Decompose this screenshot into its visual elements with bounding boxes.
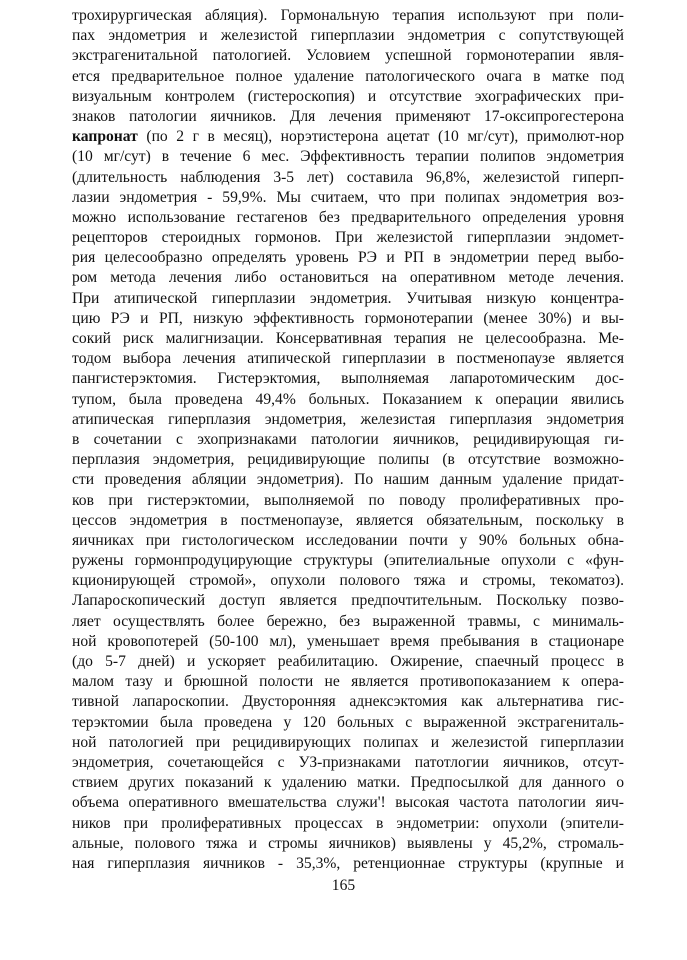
text-line: перплазия эндометрия, рецидивирующие полипы (в отсутствие возможно- bbox=[72, 451, 624, 469]
text-line: Лапароскопический доступ является предпочтительным. Поскольку позво- bbox=[72, 592, 624, 610]
text-line: цессов эндометрия в постменопаузе, является обязательным, поскольку в bbox=[72, 511, 624, 529]
text-line: лазии эндометрия - 59,9%. Мы считаем, что при полипах эндометрия воз- bbox=[72, 188, 624, 206]
text-line: ром метода лечения либо остановиться на оперативном методе лечения. bbox=[72, 269, 624, 287]
text-line-rest: (по 2 г в месяц), норэтистерона ацетат (10 мг/сут), примолют-нор bbox=[137, 128, 624, 146]
text-line: тодом выбора лечения атипической гиперплазии в постменопаузе является bbox=[72, 350, 624, 368]
text-line: тивной лапароскопии. Двусторонняя аднексэктомия как альтернатива гис- bbox=[72, 693, 624, 711]
text-line: визуальным контролем (гистероскопия) и отсутствие эхографических при- bbox=[72, 87, 624, 105]
text-line: экстрагенитальной патологией. Условием успешной гормонотерапии явля- bbox=[72, 47, 624, 65]
text-line: ников при пролиферативных процессах в эндометрии: опухоли (эпители- bbox=[72, 814, 624, 832]
text-line: объема оперативного вмешательства служи'! высокая частота патологии яич- bbox=[72, 794, 624, 812]
text-line: пах эндометрия и железистой гиперплазии эндометрия с сопутствующей bbox=[72, 27, 624, 45]
text-line: можно использование гестагенов без предварительного определения уровня bbox=[72, 208, 624, 226]
text-line: сти проведения абляции эндометрия). По нашим данным удаление придат- bbox=[72, 471, 624, 489]
text-line: ляет осуществлять более бережно, без выраженной травмы, с минималь- bbox=[72, 612, 624, 630]
text-line: (до 5-7 дней) и ускоряет реабилитацию. Ожирение, спаечный процесс в bbox=[72, 653, 624, 670]
text-line: тупом, была проведена 49,4% больных. Показанием к операции явились bbox=[72, 390, 624, 408]
text-line: ной патологией при рецидивирующих полипах и железистой гиперплазии bbox=[72, 733, 624, 751]
text-line: эндометрия, сочетающейся с УЗ-признаками патотлогии яичников, отсут- bbox=[72, 753, 624, 771]
text-line: ется предварительное полное удаление патологического очага в матке под bbox=[72, 67, 624, 85]
text-line: пангистерэктомия. Гистерэктомия, выполняемая лапаротомическим дос- bbox=[72, 370, 624, 388]
text-line-with-bold-term bbox=[72, 127, 624, 147]
text-line: сокий риск малигнизации. Консервативная терапия не целесообразна. Ме- bbox=[72, 330, 624, 347]
text-line: (длительность наблюдения 3-5 лет) составила 96,8%, железистой гиперп- bbox=[72, 168, 624, 186]
page-body bbox=[72, 6, 624, 874]
text-line: атипическая гиперплазия эндометрия, железистая гиперплазия эндометрия bbox=[72, 410, 624, 428]
text-line: кционирующей стромой», опухоли полового тяжа и стромы, текоматоз). bbox=[72, 572, 624, 590]
text-line: рецепторов стероидных гормонов. При железистой гиперплазии эндомет- bbox=[72, 229, 624, 247]
page-number: 165 bbox=[331, 877, 356, 894]
text-line: в сочетании с эхопризнаками патологии яичников, рецидивирующая ги- bbox=[72, 430, 624, 448]
text-line: терэктомии была проведена у 120 больных с выраженной экстрагениталь- bbox=[72, 713, 624, 731]
text-line: При атипической гиперплазии эндометрия. Учитывая низкую концентра- bbox=[72, 289, 624, 307]
bold-drug-name: капронат bbox=[72, 128, 138, 146]
text-line: малом тазу и брюшной полости не является противопоказанием к опера- bbox=[72, 673, 624, 691]
text-line: яичниках при гистологическом исследовании почти у 90% больных обна- bbox=[72, 531, 624, 549]
text-line: ной кровопотерей (50-100 мл), уменьшает время пребывания в стационаре bbox=[72, 632, 624, 650]
text-line: трохирургическая абляция). Гормональную терапия используют при поли- bbox=[72, 7, 624, 24]
text-line: ков при гистерэктомии, выполняемой по поводу пролиферативных про- bbox=[72, 491, 624, 509]
text-line: рия целесообразно определять уровень РЭ и РП в эндометрии перед выбо- bbox=[72, 249, 624, 267]
text-line: (10 мг/сут) в течение 6 мес. Эффективность терапии полипов эндометрия bbox=[72, 148, 624, 166]
text-line: альные, полового тяжа и стромы яичников) выявлены у 45,2%, стромаль- bbox=[72, 834, 624, 852]
text-line: ружены гормонпродуцирующие структуры (эпителиальные опухоли с «фун- bbox=[72, 552, 624, 570]
text-line: цию РЭ и РП, низкую эффективность гормонотерапии (менее 30%) и вы- bbox=[72, 309, 624, 327]
text-line: ствием других показаний к удалению матки. Предпосылкой для данного о bbox=[72, 774, 624, 792]
text-line: ная гиперплазия яичников - 35,3%, ретенционнае структуры (крупные и bbox=[72, 854, 624, 872]
text-line: знаков патологии яичников. Для лечения применяют 17-оксипрогестерона bbox=[72, 107, 624, 125]
